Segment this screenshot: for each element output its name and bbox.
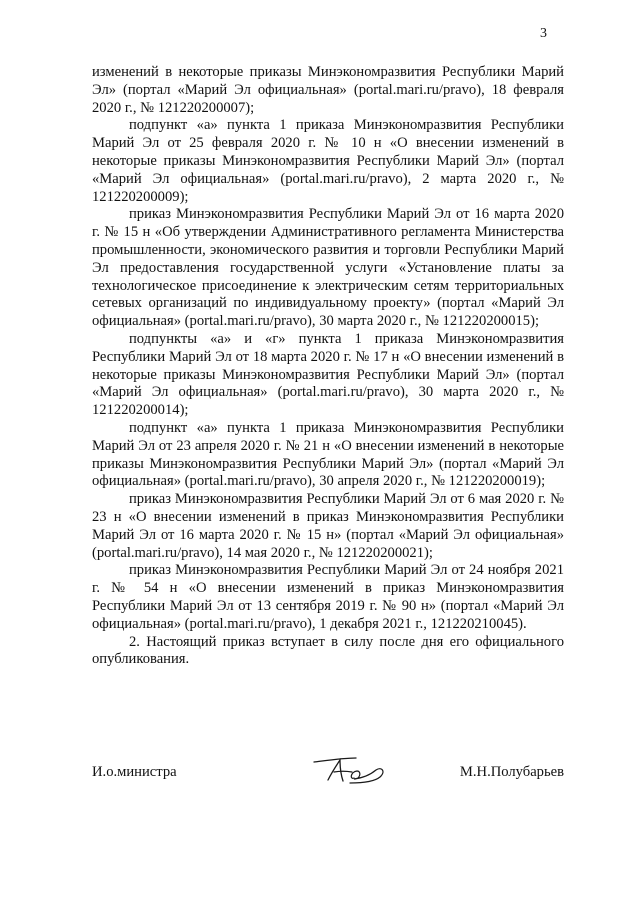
paragraph-4: подпункты «а» и «г» пункта 1 приказа Минэкономразвития Республики Марий Эл от 18 марта 2020 г. № 17 н «О внесении изменений в некоторые приказы Минэкономразвития Республики Марий Эл» (портал «Марий Эл официальная» (portal.mari.ru/pravo), 30 марта 2020 г., № 121220200014); <box>92 330 564 419</box>
paragraph-3: приказ Минэкономразвития Республики Марий Эл от 16 марта 2020 г. № 15 н «Об утверждении Административного регламента Министерства промышленности, экономического развития и торговли Республики Марий Эл предоставления государственной услуги «Установление платы за технологическое присоединение к электрическим сетям территориальных сетевых организаций по индивидуальному проекту» (портал «Марий Эл официальная» (portal.mari.ru/pravo), 30 марта 2020 г., № 121220200015); <box>92 206 564 330</box>
paragraph-2: подпункт «а» пункта 1 приказа Минэкономразвития Республики Марий Эл от 25 февраля 2020 г. № 10 н «О внесении изменений в некоторые приказы Минэкономразвития Республики Марий Эл» (портал «Марий Эл официальная» (portal.mari.ru/pravo), 2 марта 2020 г., № 121220200009); <box>92 117 564 205</box>
paragraph-6: приказ Минэкономразвития Республики Марий Эл от 6 мая 2020 г. № 23 н «О внесении изменений в приказ Минэкономразвития Республики Марий Эл от 16 марта 2020 г. № 15 н» (портал «Марий Эл официальная» (portal.mari.ru/pravo), 14 мая 2020 г., № 121220200021); <box>92 491 564 561</box>
page-number: 3 <box>540 26 547 41</box>
paragraph-7: приказ Минэкономразвития Республики Марий Эл от 24 ноября 2021 г. № 54 н «О внесении изменений в приказ Минэкономразвития Республики Марий Эл от 13 сентября 2019 г. № 90 н» (портал «Марий Эл официальная» (portal.mari.ru/pravo), 1 декабря 2021 г., 121220210045). <box>92 562 564 632</box>
handwritten-signature-icon <box>310 750 390 794</box>
signature-block <box>92 760 564 800</box>
paragraph-5: подпункт «а» пункта 1 приказа Минэкономразвития Республики Марий Эл от 23 апреля 2020 г. № 21 н «О внесении изменений в некоторые приказы Минэкономразвития Республики Марий Эл» (портал «Марий Эл официальная» (portal.mari.ru/pravo), 30 апреля 2020 г., № 121220200019); <box>92 419 564 490</box>
paragraph-8: 2. Настоящий приказ вступает в силу после дня его официального опубликования. <box>92 633 564 668</box>
paragraph-1: изменений в некоторые приказы Минэкономразвития Республики Марий Эл» (портал «Марий Эл официальная» (portal.mari.ru/pravo), 18 февраля 2020 г., № 121220200007); <box>92 64 564 116</box>
signatory-position: И.о.министра <box>92 764 177 780</box>
document-body <box>92 64 564 669</box>
signatory-name: М.Н.Полубарьев <box>459 764 564 780</box>
